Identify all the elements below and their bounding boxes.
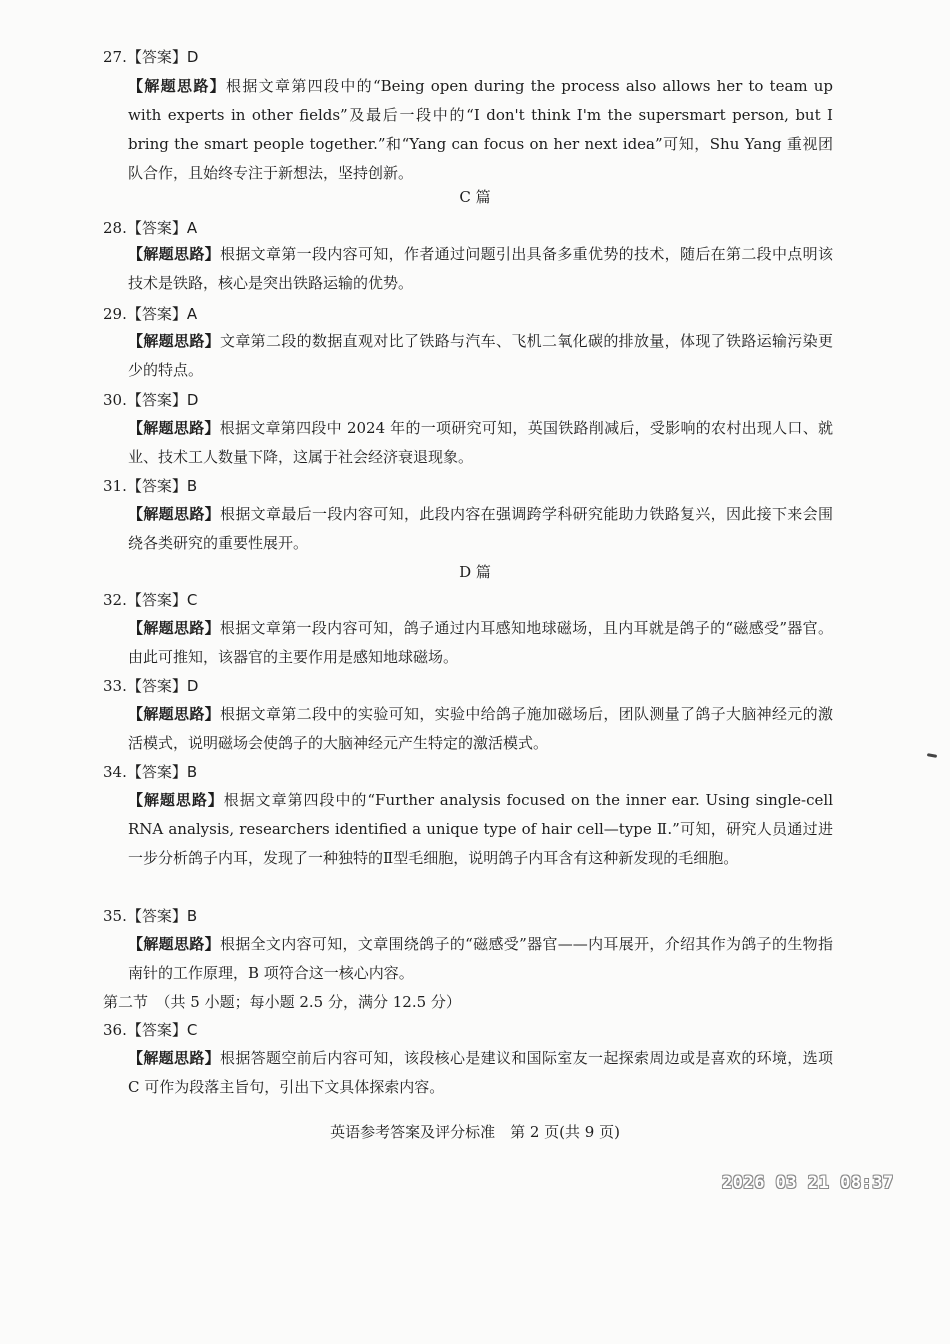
answer-label: 【答案】C (126, 1021, 198, 1039)
page-footer: 英语参考答案及评分标准 第 2 页(共 9 页) (330, 1123, 620, 1141)
question-36-explanation (128, 1044, 833, 1102)
question-33-answer (103, 676, 198, 696)
question-31-explanation (128, 500, 833, 558)
question-34-explanation (128, 786, 833, 873)
part-two-heading: 第二节 （共 5 小题；每小题 2.5 分，满分 12.5 分） (103, 993, 461, 1011)
question-number: 27. (103, 48, 127, 66)
question-36-answer (103, 1020, 197, 1040)
question-number: 31. (103, 477, 127, 495)
question-number: 28. (103, 219, 127, 237)
explanation-text: 根据文章第一段内容可知，鸽子通过内耳感知地球磁场，且内耳就是鸽子的“磁感受”器官。由此可推知，该器官的主要作用是感知地球磁场。 (128, 619, 833, 666)
question-number: 33. (103, 677, 127, 695)
answer-label: 【答案】D (126, 48, 199, 66)
explanation-tag: 【解题思路】 (128, 1049, 220, 1067)
explanation-text: 根据文章最后一段内容可知，此段内容在强调跨学科研究能助力铁路复兴，因此接下来会围绕各类研究的重要性展开。 (128, 505, 833, 552)
explanation-tag: 【解题思路】 (128, 332, 220, 350)
answer-label: 【答案】B (126, 763, 198, 781)
question-35-answer (103, 906, 197, 926)
question-32-explanation (128, 614, 833, 672)
explanation-text: 根据答题空前后内容可知，该段核心是建议和国际室友一起探索周边或是喜欢的环境，选项 C 可作为段落主旨句，引出下文具体探索内容。 (128, 1049, 833, 1096)
explanation-tag: 【解题思路】 (128, 619, 220, 637)
question-number: 34. (103, 763, 127, 781)
question-34-answer (103, 762, 197, 782)
explanation-tag: 【解题思路】 (128, 705, 220, 723)
answer-label: 【答案】D (126, 677, 199, 695)
scan-mark (927, 753, 937, 758)
question-28-explanation (128, 240, 833, 298)
explanation-text: 根据文章第四段中的“Further analysis focused on the inner ear. Using single-cell RNA analysis, researchers identified a unique type of hair cell—type Ⅱ.”可知，研究人员通过进一步分析鸽子内耳，发现了一种独特的Ⅱ型毛细胞，说明鸽子内耳含有这种新发现的毛细胞。 (128, 791, 833, 867)
question-number: 29. (103, 305, 127, 323)
answer-label: 【答案】B (126, 477, 198, 495)
answer-label: 【答案】C (126, 591, 198, 609)
question-number: 36. (103, 1021, 127, 1039)
answer-label: 【答案】A (126, 219, 198, 237)
question-35-explanation (128, 930, 833, 988)
question-30-explanation (128, 414, 833, 472)
explanation-text: 根据文章第一段内容可知，作者通过问题引出具备多重优势的技术，随后在第二段中点明该技术是铁路，核心是突出铁路运输的优势。 (128, 245, 833, 292)
question-number: 35. (103, 907, 127, 925)
question-32-answer (103, 590, 197, 610)
explanation-text: 根据全文内容可知，文章围绕鸽子的“磁感受”器官——内耳展开，介绍其作为鸽子的生物指南针的工作原理，B 项符合这一核心内容。 (128, 935, 833, 982)
explanation-tag: 【解题思路】 (128, 505, 220, 523)
section-d-heading: D 篇 (459, 563, 491, 581)
question-33-explanation (128, 700, 833, 758)
question-31-answer (103, 476, 197, 496)
explanation-text: 根据文章第四段中的“Being open during the process also allows her to team up with experts in other fields”及最后一段中的“I don't think I'm the supersmart person, but I bring the smart people together.”和“Yang can focus on her next idea”可知，Shu Yang 重视团队合作，且始终专注于新想法，坚持创新。 (128, 77, 833, 182)
explanation-text: 根据文章第二段中的实验可知，实验中给鸽子施加磁场后，团队测量了鸽子大脑神经元的激活模式，说明磁场会使鸽子的大脑神经元产生特定的激活模式。 (128, 705, 833, 752)
question-27-answer (103, 47, 198, 67)
answer-label: 【答案】B (126, 907, 198, 925)
explanation-tag: 【解题思路】 (128, 935, 220, 953)
explanation-tag: 【解题思路】 (128, 245, 220, 263)
explanation-tag: 【解题思路】 (128, 419, 220, 437)
answer-label: 【答案】A (126, 305, 198, 323)
question-number: 32. (103, 591, 127, 609)
answer-label: 【答案】D (126, 391, 199, 409)
photo-timestamp: 2026 03 21 08:37 (722, 1173, 894, 1193)
question-28-answer (103, 218, 197, 238)
section-c-heading: C 篇 (459, 188, 491, 206)
question-27-explanation (128, 72, 833, 188)
question-29-answer (103, 304, 197, 324)
question-30-answer (103, 390, 198, 410)
explanation-text: 文章第二段的数据直观对比了铁路与汽车、飞机二氧化碳的排放量，体现了铁路运输污染更少的特点。 (128, 332, 833, 379)
explanation-tag: 【解题思路】 (128, 77, 226, 95)
question-29-explanation (128, 327, 833, 385)
question-number: 30. (103, 391, 127, 409)
explanation-tag: 【解题思路】 (128, 791, 224, 809)
explanation-text: 根据文章第四段中 2024 年的一项研究可知，英国铁路削减后，受影响的农村出现人口、就业、技术工人数量下降，这属于社会经济衰退现象。 (128, 419, 833, 466)
